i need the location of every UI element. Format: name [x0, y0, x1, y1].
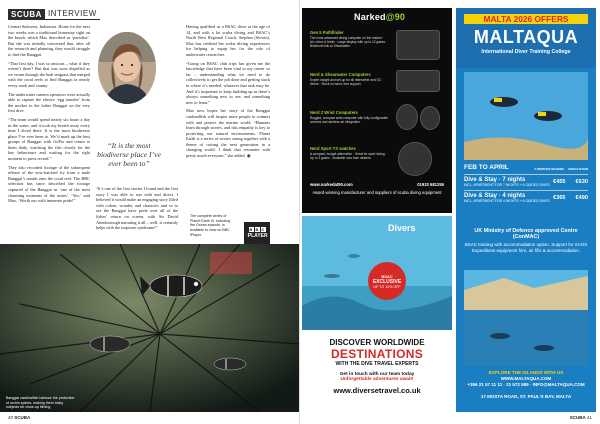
mod-text: BSAC training with accommodation option. Support for SAOS Expeditions equipment hire, air fills & accommodation. — [464, 242, 588, 253]
phone-number: 01933 681255 — [417, 182, 444, 187]
section-label: INTERVIEW — [45, 8, 100, 20]
narked-at-90-advert[interactable] — [302, 8, 452, 213]
mod-title: UK Ministry of Defence approved Centre (ConMAC) — [474, 228, 578, 240]
paragraph: The underwater camera operators were actually able to capture the elusive ‘egg transfer’ from the mother to the father Banggai on the very first dive. — [8, 91, 90, 114]
maltaqua-contact — [464, 370, 588, 399]
article-column-3 — [186, 24, 270, 162]
offer-banner: MALTA 2026 OFFERS — [464, 14, 588, 24]
section-header — [8, 8, 100, 20]
column-head: SINGLE ROOM — [568, 167, 588, 171]
explore-tagline: EXPLORE THE ISLANDS WITH US — [488, 370, 564, 375]
product-title: Nerd Sport TX watches — [310, 146, 356, 151]
address: 17 MOSTA ROAD, ST. PAUL'S BAY, MALTA — [480, 394, 572, 399]
maltaqua-logo: MALTAQUA — [473, 27, 579, 47]
pull-quote: “It is the most biodiverse place I’ve ever been to” — [97, 141, 161, 168]
iplayer-wordmark: iPLAYER — [246, 233, 268, 239]
bbc-letter: B — [255, 227, 259, 232]
maltaqua-advert[interactable] — [456, 8, 596, 412]
wrist-computer-image — [420, 106, 440, 130]
paragraph: “The team would spend nearly six hours a day in the water, and it took my breath away every time I dived there. It is the most biodiverse place I’ve ever been to. We’d mark up the best groups of Banggai with GoPro and return to them daily, watching the fish closely for the key behaviours and waiting for the right moment to press record.” — [8, 116, 90, 162]
product-text: Expert insight and set-up for all rebreather and OC divers · Stock on hand, free support. — [310, 78, 382, 87]
price-table-header — [464, 164, 588, 174]
package-detail: INCL. APARTMENT FOR 7 NIGHTS + 6 GUIDED DIVES — [464, 183, 550, 187]
interviewee-portrait — [98, 32, 156, 104]
article-column-1 — [8, 24, 90, 207]
folio-brand: SCUBA — [14, 415, 31, 420]
pathfinder-image — [396, 30, 440, 60]
product-title: Nerd 2 Wrist Computers — [310, 110, 358, 115]
ad-product-block — [310, 146, 388, 160]
product-text: A compact, budget alternative · Great for sport diving · Up to 3 gases · Available now from dealers. — [310, 152, 387, 161]
cardinalfish-photo — [0, 244, 300, 412]
diverse-travel-advert[interactable] — [302, 216, 452, 412]
maltaqua-subtitle: International Diver Training College — [481, 49, 571, 55]
price-row — [464, 190, 588, 206]
narked-logo: Narked@90 — [354, 12, 406, 22]
column-head: 2 PERSONS SHARING — [534, 167, 565, 171]
ad-tagline: Unforgettable adventures await! — [340, 377, 414, 382]
paragraph: Having qualified as a BSAC diver at the age of 14, and with a lot scuba diving and BSAC’s North West Regional Coach, Stephen (Steven), Max has credited her scuba diving experiences for helping to equip her for the role of underwater researcher. — [186, 24, 270, 57]
sport-watch-image — [398, 142, 432, 176]
ad-cta: Get in touch with our team today — [339, 372, 415, 377]
product-text: Rugged, compact wrist computer with fully configurable screens and wireless air integration. — [310, 116, 388, 125]
price-table — [464, 164, 588, 206]
diverse-travel-text-panel — [302, 330, 452, 412]
ad-product-block — [310, 30, 388, 49]
magazine-brand: SCUBA — [8, 9, 45, 20]
bsac-exclusive-badge: BSAC EXCLUSIVE UP TO 10% OFF — [368, 262, 406, 300]
product-title: Nerd & Shearwater Computers — [310, 72, 371, 77]
right-page — [300, 0, 600, 424]
page-number: 40 — [8, 415, 14, 420]
ad-heading-accent: DESTINATIONS — [330, 347, 424, 361]
folio-brand: SCUBA — [569, 415, 586, 420]
page-number: 41 — [586, 415, 592, 420]
malta-coast-photo — [464, 270, 588, 366]
diverse-travel-logo: Divers — [388, 223, 416, 233]
wrist-computer-image — [396, 104, 418, 130]
article-column-2 — [96, 186, 178, 234]
website-link[interactable]: www.narkedat90.com — [310, 182, 353, 187]
divers-photo — [464, 72, 588, 160]
price-shared: €365 — [553, 195, 566, 201]
paragraph: Central Sulawesi, Indonesia. Home for the next two weeks was a traditional homestay right on the beach, which Max described as ‘paradise’. But she was initially concerned that, after all the research and planning, they would struggle to find the Banggai. — [8, 24, 90, 57]
ad-product-block — [310, 110, 388, 124]
ad-product-block — [310, 72, 388, 86]
paragraph: They also recorded footage of the subsequent release of the now-hatched fry from a male Banggai’s mouth onto the coral reef. The BBC selection has since described the footage captured of the Banggai as ‘one of the most charming moments of the series’. ‘Yes,’ said Max, ‘Worth our with immense pride!” — [8, 164, 90, 204]
product-text: The most advanced diving computer on the market · Air, nitrox & trimix · Large display with up to 12 gases · Bluetooth link to Shearwater. — [310, 36, 387, 49]
product-title: Gen 5 Pathfinder — [310, 30, 344, 35]
bbc-iplayer-logo — [244, 222, 270, 244]
website-link[interactable]: www.diversetravel.co.uk — [333, 386, 421, 395]
ad-heading: DISCOVER WORLDWIDE — [329, 338, 425, 347]
paragraph: “It’s one of the first stories I found and the first story I was able to run with and direct. I believed it would make an engaging story filled with colour, wonder, and character and so to see the Banggai have pride over all of the fishes’ return on screen, with Sir David Attenborough narrating it all – well, it certainly helps with the imposter syndrome!” — [96, 186, 178, 231]
season-label: FEB TO APRIL — [464, 164, 509, 171]
package-name: Dive & Stay · 4 nights — [464, 193, 526, 199]
narked-contact — [310, 182, 444, 187]
controllers-image — [396, 70, 440, 92]
mod-approval-box — [464, 228, 588, 253]
price-single: €490 — [575, 195, 588, 201]
page-folio-left — [8, 415, 30, 420]
photo-caption: Banggai cardinalfish harbour the protection of urchin spines, making them tricky subjects for close-up filming — [6, 396, 75, 409]
bbc-letter: B — [249, 227, 253, 232]
contact-details: +356 21 57 11 11 · 21 572 589 · INFO@MALTAQUA.COM — [467, 382, 585, 387]
narked-tagline: Award-winning manufacturer and suppliers of scuba diving equipment — [312, 190, 442, 195]
paragraph: “That first day, I was so anxious – what if they weren’t there? But that was soon dispelled as we swam through the lush seagrass that merged with the coral reefs to find Banggai in nearly every nook and cranny. — [8, 60, 90, 88]
paragraph: Max now hopes her story of the Banggai cardinalfish will inspire more people to connect with and protect the marine world. “Humans learn through stories, and this empathy is key to protecting our natural environments. Planet Earth is a series of stories strung together with a theme of raising the next generation in a changing world. I think that resonates with pretty much everyone,” she added. ◉ — [186, 108, 270, 159]
bbc-letter: C — [261, 227, 265, 232]
price-row — [464, 174, 588, 190]
iplayer-caption: The complete series of Planet Earth III, including the Ocean episode, is available to view on BBC iPlayer — [190, 214, 230, 237]
ad-subheading: WITH THE DIVE TRAVEL EXPERTS — [335, 361, 419, 367]
paragraph: “Going on BSAC club trips has given me the knowledge that have been vital to my career so far – understanding what we need to do collectively to get the job done and getting stuck in where it’s needed, whatever that task may be. And it’s important to keep building up as there’s always something new to see, and something new to learn.” — [186, 60, 270, 105]
package-detail: INCL. APARTMENT FOR 4 NIGHTS + 6 GUIDED DIVES — [464, 199, 550, 203]
website-link[interactable]: WWW.MALTAQUA.COM — [500, 376, 552, 381]
package-name: Dive & Stay · 7 nights — [464, 177, 526, 183]
page-folio-right — [570, 415, 592, 420]
price-shared: €455 — [553, 179, 566, 185]
price-single: €630 — [575, 179, 588, 185]
